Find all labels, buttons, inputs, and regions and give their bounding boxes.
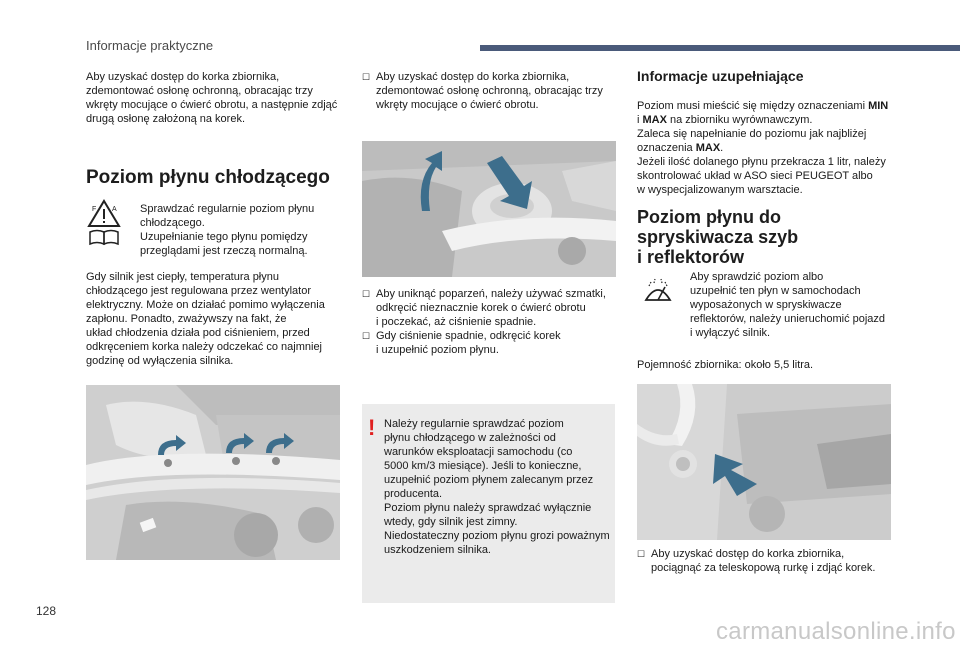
capacity-text: Pojemność zbiornika: około 5,5 litra.: [637, 359, 814, 371]
warning-exclamation-icon: !: [368, 415, 376, 440]
page-number: 128: [36, 604, 57, 618]
coolant-reservoir-photo: [362, 141, 616, 277]
watermark: carmanualsonline.info: [716, 618, 956, 645]
bullet-washer-access: ☐ Aby uzyskać dostęp do korka zbiornika, pociągnąć za teleskopową rurkę i zdjąć korek.: [637, 548, 876, 574]
warning-text: Należy regularnie sprawdzać poziom płynu chłodzącego w zależności od warunków eksploatacji samochodu (co 5000 km/3 miesiące). Jeśli to konieczne, uzupełnić poziom płynem zalecanym przez producenta. Poziom płynu należy sprawdzać wyłącznie wtedy, gdy silnik jest zimny. Niedostateczny poziom płynu grozi poważnym uszkodzeniem silnika.: [384, 418, 610, 556]
svg-text:A: A: [112, 206, 117, 213]
coolant-body: Gdy silnik jest ciepły, temperatura płynu chłodzącego jest regulowana przez wentylator elektryczny. Może on działać pomimo wyłączenia zapłonu. Ponadto, zważywszy na fakt, że układ chłodzenia działa pod ciśnieniem, przed odkręceniem korka należy odczekać co najmniej godzinę od wyłączenia silnika.: [86, 271, 325, 367]
bullet-refill: ☐ Gdy ciśnienie spadnie, odkręcić korek i uzupełnić poziom płynu.: [362, 330, 561, 356]
bullet-avoid-burns: ☐ Aby uniknąć poparzeń, należy używać szmatki, odkręcić nieznacznie korek o ćwierć obrotu i poczekać, aż ciśnienie spadnie.: [362, 288, 606, 328]
warning-book-icon: [86, 198, 122, 246]
coolant-note: Sprawdzać regularnie poziom płynu chłodzącego. Uzupełnianie tego płynu pomiędzy przeglądami jest rzeczą normalną.: [140, 203, 315, 257]
bullet-access-cap: ☐ Aby uzyskać dostęp do korka zbiornika, zdemontować osłonę ochronną, obracając trzy wkręty mocujące o ćwierć obrotu.: [362, 71, 603, 111]
coolant-heading: Poziom płynu chłodzącego: [86, 167, 330, 188]
engine-cover-photo: [86, 385, 340, 560]
washer-heading: Poziom płynu do spryskiwacza szyb i reflektorów: [637, 207, 799, 267]
washer-reservoir-photo: [637, 384, 891, 540]
info-heading: Informacje uzupełniające: [637, 68, 804, 84]
intro-text: Aby uzyskać dostęp do korka zbiornika, zdemontować osłonę ochronną, obracając trzy wkręty mocujące o ćwierć obrotu, a następnie zdjąć drugą osłonę założoną na korek.: [86, 71, 338, 125]
info-text: Poziom musi mieścić się między oznaczeniami MIN i MAX na zbiorniku wyrównawczym. Zaleca się napełnianie do poziomu jak najbliżej oznaczenia MAX. Jeżeli ilość dolanego płynu przekracza 1 litr, należy skontrolować układ w ASO sieci PEUGEOT albo w wyspecjalizowanym warsztacie.: [637, 100, 889, 196]
washer-fluid-icon: [643, 278, 673, 308]
washer-note: Aby sprawdzić poziom albo uzupełnić ten płyn w samochodach wyposażonych w spryskiwacze reflektorów, należy unieruchomić pojazd i wyłączyć silnik.: [690, 271, 886, 339]
svg-text:F: F: [92, 206, 97, 213]
section-header: Informacje praktyczne: [86, 38, 214, 53]
header-bar: [480, 45, 960, 51]
